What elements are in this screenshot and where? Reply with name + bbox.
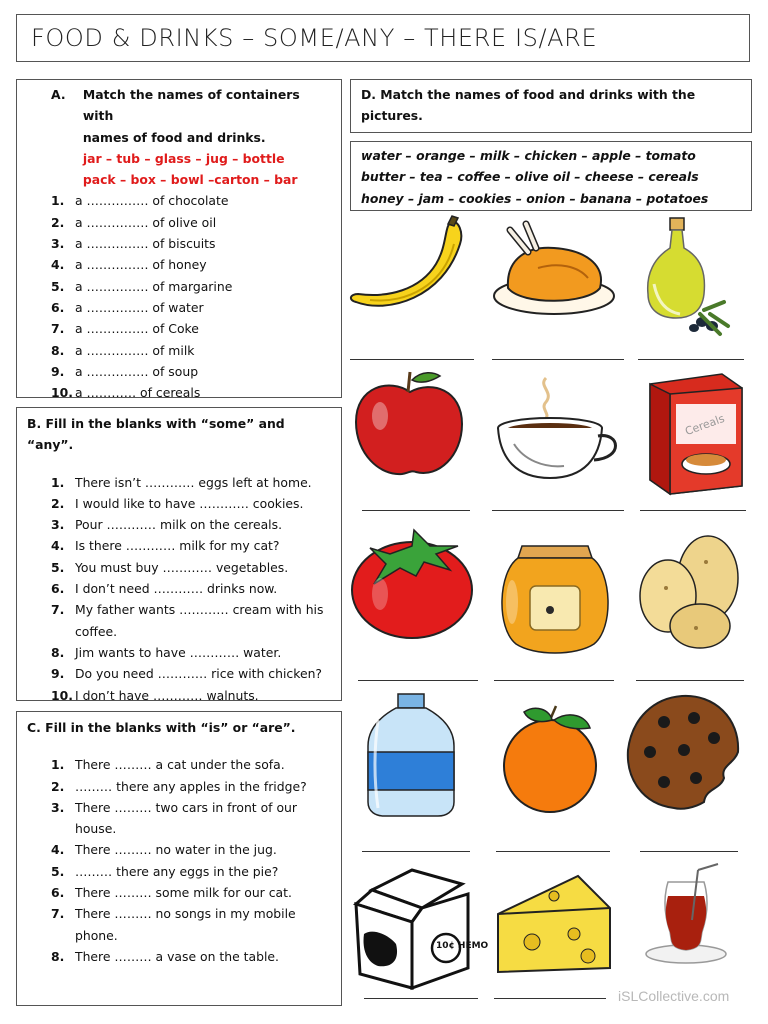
item-number: 2. — [51, 778, 65, 794]
list-item — [51, 946, 333, 967]
section-d-wordbank — [350, 141, 752, 211]
list-item — [51, 493, 333, 514]
list-item — [51, 514, 333, 535]
item-number: 10. — [51, 385, 73, 401]
section-a — [16, 79, 342, 401]
item-text: There ……… a cat under the sofa. — [75, 757, 285, 773]
item-number: 9. — [51, 666, 65, 682]
item-number: 2. — [51, 214, 65, 230]
item-number: 7. — [51, 906, 65, 922]
list-item — [51, 276, 333, 297]
answer-line[interactable] — [364, 998, 478, 1000]
section-a-letter: A. — [51, 87, 66, 102]
tomato-picture — [350, 524, 478, 642]
wordbank-line3: honey – jam – cookies – onion – banana – potatoes — [361, 190, 709, 206]
list-item — [51, 599, 333, 642]
answer-line[interactable] — [636, 680, 744, 682]
item-text: Is there ………… milk for my cat? — [75, 538, 280, 554]
section-b — [16, 407, 342, 701]
list-item — [51, 776, 333, 797]
section-b-list — [27, 472, 333, 706]
title-box — [16, 14, 750, 62]
item-text: a …………… of olive oil — [75, 214, 217, 230]
answer-line[interactable] — [494, 680, 614, 682]
item-number: 4. — [51, 842, 65, 858]
list-item — [51, 861, 333, 882]
item-text: There ……… two cars in front of our house. — [75, 799, 298, 837]
list-item — [51, 797, 333, 840]
list-item — [51, 578, 333, 599]
cereal-box-label: Cereals — [683, 411, 727, 439]
item-text: There ……… no songs in my mobile phone. — [75, 906, 296, 943]
section-c-heading: C. Fill in the blanks with “is” or “are”. — [27, 720, 296, 735]
item-text: My father wants ………… cream with his coffee. — [75, 602, 324, 639]
orange-picture — [494, 702, 614, 814]
list-item — [51, 318, 333, 339]
list-item — [51, 190, 333, 211]
item-number: 6. — [51, 299, 65, 315]
section-a-heading-line2: names of food and drinks. — [82, 129, 266, 145]
honey-jar-picture — [492, 532, 618, 658]
cereal-box-picture — [640, 370, 746, 496]
answer-line[interactable] — [362, 510, 470, 512]
item-number: 3. — [51, 236, 65, 252]
banana-picture — [348, 214, 470, 326]
answer-line[interactable] — [638, 359, 744, 361]
item-number: 5. — [51, 863, 65, 879]
item-text: There isn’t ………… eggs left at home. — [75, 474, 312, 490]
item-text: You must buy ………… vegetables. — [75, 559, 289, 575]
item-number: 8. — [51, 948, 65, 964]
item-text: a ………… of cereals — [75, 385, 201, 401]
potatoes-picture — [636, 532, 744, 652]
section-c-list — [27, 754, 333, 967]
list-item — [51, 642, 333, 663]
wordbank-line2: butter – tea – coffee – olive oil – cheese – cereals — [361, 169, 699, 185]
list-item — [51, 754, 333, 775]
answer-line[interactable] — [358, 680, 478, 682]
item-number: 6. — [51, 581, 65, 597]
item-number: 7. — [51, 602, 65, 618]
answer-line[interactable] — [496, 851, 610, 853]
item-text: a …………… of chocolate — [75, 193, 229, 209]
list-item — [51, 557, 333, 578]
item-number: 5. — [51, 559, 65, 575]
section-c — [16, 711, 342, 1006]
list-item — [51, 340, 333, 361]
item-text: a …………… of milk — [75, 342, 195, 358]
item-number: 1. — [51, 757, 65, 773]
item-number: 1. — [51, 193, 65, 209]
water-bottle-picture — [362, 690, 462, 818]
answer-line[interactable] — [492, 359, 624, 361]
section-d-heading-line1: D. Match the names of food and drinks with the — [361, 87, 696, 102]
item-number: 2. — [51, 495, 65, 511]
item-text: There ……… some milk for our cat. — [75, 885, 292, 901]
item-text: There ……… a vase on the table. — [75, 948, 279, 964]
list-item — [51, 685, 333, 706]
list-item — [51, 882, 333, 903]
item-text: a …………… of soup — [75, 363, 199, 379]
item-number: 4. — [51, 538, 65, 554]
item-text: a …………… of Coke — [75, 321, 199, 337]
list-item — [51, 233, 333, 254]
item-number: 9. — [51, 363, 65, 379]
list-item — [51, 297, 333, 318]
answer-line[interactable] — [492, 510, 624, 512]
section-d-heading-box — [350, 79, 752, 133]
section-a-list — [27, 190, 333, 403]
item-number: 8. — [51, 342, 65, 358]
wordbank-line1: water – orange – milk – chicken – apple – tomato — [361, 148, 696, 163]
answer-line[interactable] — [640, 851, 738, 853]
item-number: 7. — [51, 321, 65, 337]
item-text: a …………… of honey — [75, 257, 207, 273]
item-text: a …………… of water — [75, 299, 204, 315]
apple-picture — [350, 368, 470, 480]
container-words-line1: jar – tub – glass – jug – bottle — [82, 150, 285, 166]
item-number: 3. — [51, 799, 65, 815]
item-text: Jim wants to have ………… water. — [75, 644, 282, 660]
item-text: Pour ………… milk on the cereals. — [75, 517, 283, 533]
item-number: 6. — [51, 885, 65, 901]
section-a-heading-line1: Match the names of containers with — [82, 87, 300, 124]
answer-line[interactable] — [494, 998, 606, 1000]
list-item — [51, 903, 333, 946]
item-number: 8. — [51, 644, 65, 660]
item-text: I don’t need ………… drinks now. — [75, 581, 278, 597]
item-number: 4. — [51, 257, 65, 273]
section-d-heading-line2: pictures. — [361, 108, 423, 124]
olive-oil-picture — [640, 214, 732, 338]
answer-line[interactable] — [350, 359, 474, 361]
item-number: 5. — [51, 278, 65, 294]
list-item — [51, 212, 333, 233]
list-item — [51, 839, 333, 860]
container-words-line2: pack – box – bowl –carton – bar — [82, 172, 298, 188]
item-text: ……… there any apples in the fridge? — [75, 778, 307, 794]
tea-glass-picture — [640, 862, 740, 968]
section-a-heading — [27, 84, 333, 190]
watermark: iSLCollective.com — [618, 988, 730, 1004]
list-item — [51, 663, 333, 684]
item-number: 10. — [51, 687, 73, 703]
answer-line[interactable] — [640, 510, 746, 512]
item-text: There ……… no water in the jug. — [75, 842, 277, 858]
item-text: I would like to have ………… cookies. — [75, 495, 304, 511]
item-number: 1. — [51, 474, 65, 490]
cheese-picture — [492, 872, 616, 976]
milk-carton-picture — [352, 864, 489, 990]
milk-carton-label: 10¢ HEMO — [436, 941, 489, 951]
section-b-heading: B. Fill in the blanks with “some” and “any”. — [27, 416, 285, 453]
cookie-picture — [624, 692, 742, 812]
answer-line[interactable] — [362, 851, 470, 853]
item-text: a …………… of biscuits — [75, 236, 216, 252]
item-number: 3. — [51, 517, 65, 533]
list-item — [51, 254, 333, 275]
item-text: Do you need ………… rice with chicken? — [75, 666, 323, 682]
list-item — [51, 535, 333, 556]
coffee-cup-picture — [494, 374, 624, 486]
list-item — [51, 361, 333, 382]
item-text: I don’t have ………… walnuts. — [75, 687, 259, 703]
item-text: a …………… of margarine — [75, 278, 233, 294]
item-text: ……… there any eggs in the pie? — [75, 863, 279, 879]
section-a-content — [27, 84, 333, 403]
list-item — [51, 472, 333, 493]
roast-chicken-picture — [488, 218, 618, 318]
worksheet-title: FOOD & DRINKS – SOME/ANY – THERE IS/ARE — [31, 24, 598, 52]
list-item — [51, 382, 333, 403]
